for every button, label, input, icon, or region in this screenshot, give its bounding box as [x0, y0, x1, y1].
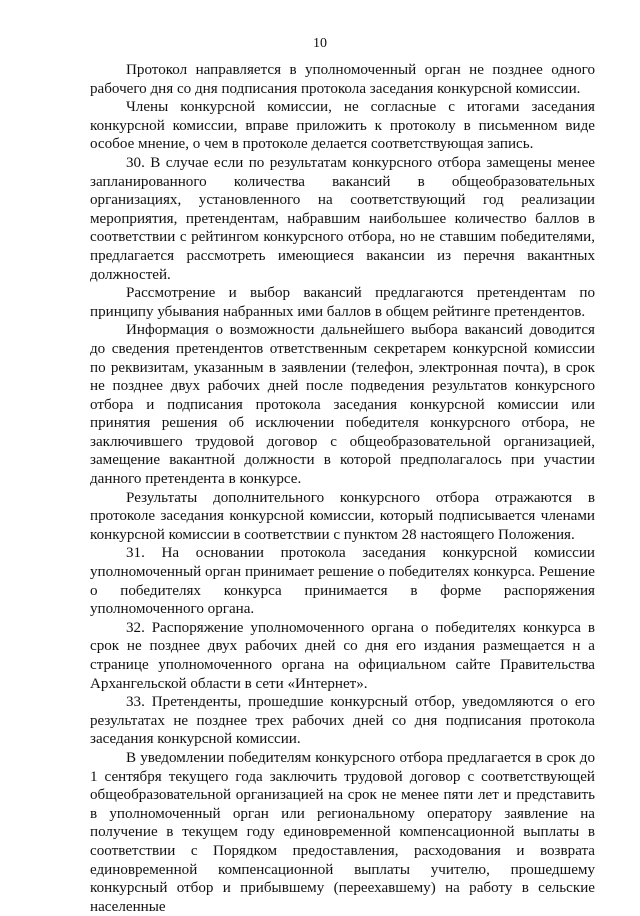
paragraph: 30. В случае если по результатам конкурсного отбора замещены менее запланированного количества вакансий в общеобразовательных организациях, установленного на соответствующий год реализации мероприятия, претендентам, набравшим наибольшее количество баллов в соответствии с рейтингом конкурсного отбора, но не ставшим победителями, предлагается рассмотреть имеющиеся вакансии из перечня вакантных должностей.: [90, 154, 595, 283]
paragraph: Результаты дополнительного конкурсного отбора отражаются в протоколе заседания конкурсной комиссии, который подписывается членами конкурсной комиссии в соответствии с пунктом 28 настоящего Положения.: [90, 489, 595, 543]
paragraph: Члены конкурсной комиссии, не согласные с итогами заседания конкурсной комиссии, вправе приложить к протоколу в письменном виде особое мнение, о чем в протоколе делается соответствующая запись.: [90, 99, 595, 153]
paragraph: Информация о возможности дальнейшего выбора вакансий доводится до сведения претендентов ответственным секретарем конкурсной комиссии по реквизитам, указанным в заявлении (телефон, электронная почта), в срок не позднее двух рабочих дней после подведения результатов конкурсного отбора и подписания протокола заседания конкурсной комиссии или принятия решения об исключении победителя конкурсного отбора, не заключившего трудовой договор с общеобразовательной организацией, замещение вакантной должности в которой предполагалось при участии данного претендента в конкурсе.: [90, 322, 595, 488]
paragraph: Рассмотрение и выбор вакансий предлагаются претендентам по принципу убывания набранных ими баллов в общем рейтинге претендентов.: [90, 285, 595, 320]
paragraph: 31. На основании протокола заседания конкурсной комиссии уполномоченный орган принимает решение о победителях конкурса. Решение о победителях конкурса принимается в форме распоряжения уполномоченного органа.: [90, 545, 595, 618]
document-body: [90, 61, 595, 916]
paragraph: 33. Претенденты, прошедшие конкурсный отбор, уведомляются о его результатах не позднее трех рабочих дней со дня подписания протокола заседания конкурсной комиссии.: [90, 694, 595, 748]
paragraph: Протокол направляется в уполномоченный орган не позднее одного рабочего дня со дня подписания протокола заседания конкурсной комиссии.: [90, 62, 595, 97]
paragraph: В уведомлении победителям конкурсного отбора предлагается в срок до 1 сентября текущего года заключить трудовой договор с соответствующей общеобразовательной организацией на срок не менее пяти лет и представить в уполномоченный орган или региональному оператору заявление на получение в текущем году единовременной компенсационной выплаты в соответствии с Порядком предоставления, расходования и возврата единовременной компенсационной выплаты учителю, прошедшему конкурсный отбор и прибывшему (переехавшему) на работу в сельские населенные: [90, 749, 595, 915]
paragraph: 32. Распоряжение уполномоченного органа о победителях конкурса в срок не позднее двух рабочих дней со дня его издания размещается н а странице уполномоченного органа на официальном сайте Правительства Архангельской области в сети «Интернет».: [90, 619, 595, 692]
page-number: 10: [313, 36, 327, 51]
